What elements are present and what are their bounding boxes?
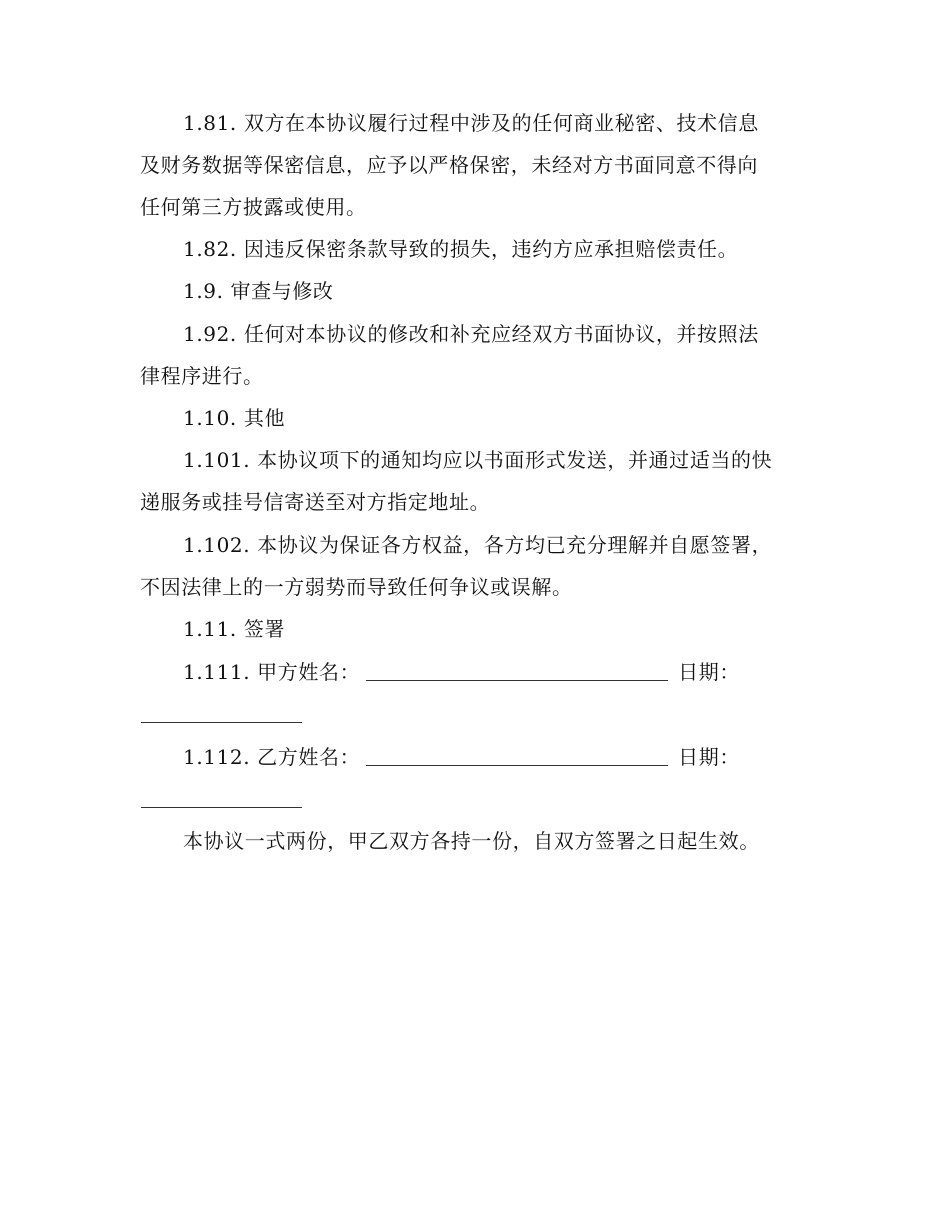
clause-1-81-line-2: 及财务数据等保密信息，应予以严格保密，未经对方书面同意不得向 xyxy=(140,153,758,177)
section-heading-1-9: 1.9. 审查与修改 xyxy=(183,279,334,303)
signature-row-party-a xyxy=(183,658,740,686)
clause-1-81-line-1: 1.81. 双方在本协议履行过程中涉及的任何商业秘密、技术信息 xyxy=(183,111,759,135)
section-heading-1-11: 1.11. 签署 xyxy=(183,617,286,641)
party-a-name-blank[interactable] xyxy=(366,660,668,681)
clause-1-102-line-1: 1.102. 本协议为保证各方权益，各方均已充分理解并自愿签署， xyxy=(183,533,773,557)
clause-1-92-line-2: 律程序进行。 xyxy=(140,364,264,388)
party-b-name-blank[interactable] xyxy=(366,745,668,766)
party-a-date-blank[interactable] xyxy=(141,722,302,723)
clause-1-101-line-2: 递服务或挂号信寄送至对方指定地址。 xyxy=(140,490,491,514)
party-a-date-label: 日期： xyxy=(678,660,740,684)
clause-1-102-line-2: 不因法律上的一方弱势而导致任何争议或误解。 xyxy=(140,575,573,599)
party-b-date-blank[interactable] xyxy=(141,807,302,808)
party-b-name-label: 1.112. 乙方姓名： xyxy=(183,745,361,769)
clause-1-92-line-1: 1.92. 任何对本协议的修改和补充应经双方书面协议，并按照法 xyxy=(183,322,759,346)
clause-1-101-line-1: 1.101. 本协议项下的通知均应以书面形式发送，并通过适当的快 xyxy=(183,448,773,472)
signature-row-party-b xyxy=(183,743,740,771)
closing-statement: 本协议一式两份，甲乙双方各持一份，自双方签署之日起生效。 xyxy=(183,829,760,853)
clause-1-81-line-3: 任何第三方披露或使用。 xyxy=(140,195,367,219)
party-b-date-label: 日期： xyxy=(678,745,740,769)
section-heading-1-10: 1.10. 其他 xyxy=(183,406,286,430)
clause-1-82: 1.82. 因违反保密条款导致的损失，违约方应承担赔偿责任。 xyxy=(183,237,739,261)
party-a-name-label: 1.111. 甲方姓名： xyxy=(183,660,361,684)
